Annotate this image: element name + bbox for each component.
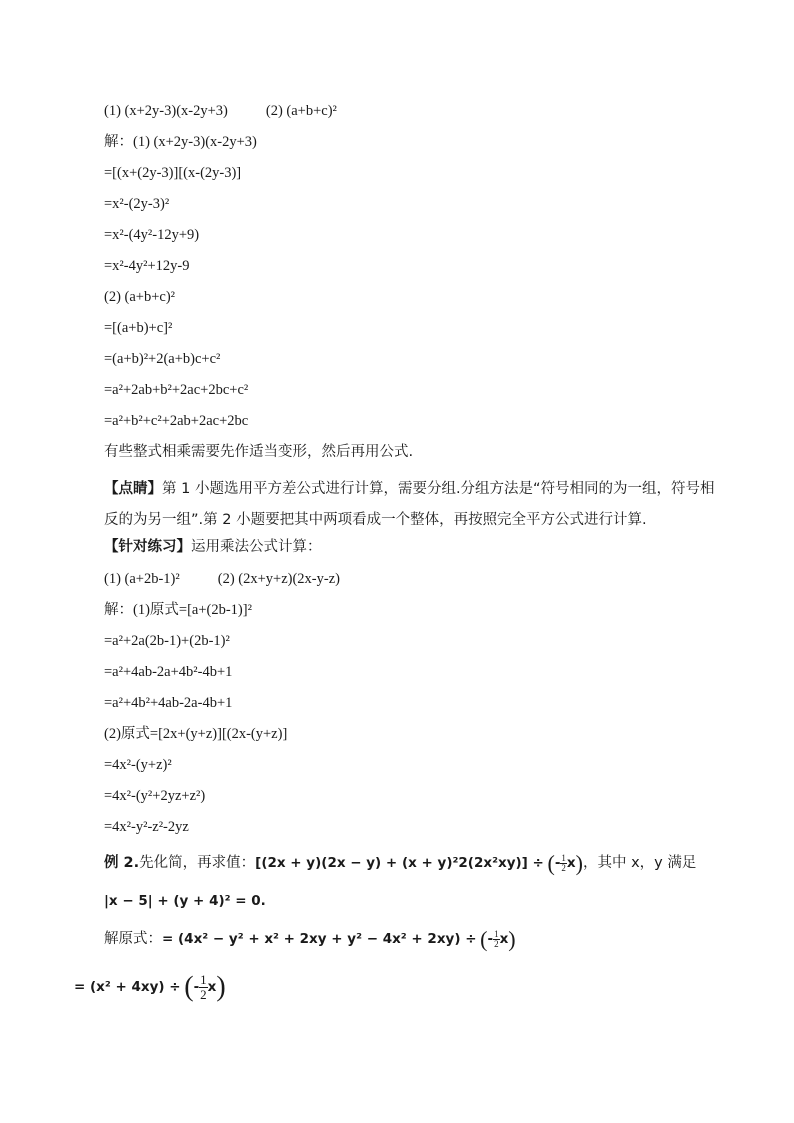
fraction xyxy=(199,973,208,1002)
fraction-denominator: 2 xyxy=(200,987,207,1003)
fraction-denominator: 2 xyxy=(561,863,566,874)
problem-2: (2) (a+b+c)² xyxy=(265,103,337,119)
solution-label: 解原式： xyxy=(104,931,162,947)
variable: x xyxy=(207,979,217,995)
problem-line xyxy=(104,101,337,121)
note-line: 有些整式相乘需要先作适当变形，然后再用公式. xyxy=(104,444,414,460)
step-line: =[(a+b)+c]² xyxy=(104,320,173,336)
step-line: (2) (a+b+c)² xyxy=(104,289,176,305)
variable: x xyxy=(566,855,576,871)
step-line: =[(x+(2y-3)][(x-(2y-3)] xyxy=(104,165,242,181)
solution-expression: = (4x² − y² + x² + 2xy + y² − 4x² + 2xy) ÷ xyxy=(162,931,477,947)
example-line: 例 2.先化简，再求值：[(2x + y)(2x − y) + (x + y)²2(2x²xy)] ÷ (- $\frac{1}{2}$ x)，其中 x，y 满足 xyxy=(104,850,697,876)
solution-expression-line: 解原式：= (4x² − y² + x² + 2xy + y² − 4x² + 2xy) ÷ (- $\frac{1}{2}$ x) xyxy=(104,926,516,952)
step-line: =a²+4ab-2a+4b²-4b+1 xyxy=(104,664,233,680)
step-line: =a²+2ab+b²+2ac+2bc+c² xyxy=(104,382,249,398)
minus-sign: - xyxy=(193,979,200,995)
solution-line: 解：(1)原式=[a+(2b-1)]² xyxy=(104,602,252,618)
step-line: =x²-(2y-3)² xyxy=(104,196,170,212)
step-line: =a²+b²+c²+2ab+2ac+2bc xyxy=(104,413,249,429)
step-line: =4x²-y²-z²-2yz xyxy=(104,819,189,835)
example-condition-text: ，其中 x，y 满足 xyxy=(582,855,697,871)
solution-line: 解：(1) (x+2y-3)(x-2y+3) xyxy=(104,134,257,150)
step-line: (2)原式=[2x+(y+z)][(2x-(y+z)] xyxy=(104,726,288,742)
practice-heading xyxy=(104,537,322,557)
tip-paragraph xyxy=(104,474,724,536)
step-line: =x²-4y²+12y-9 xyxy=(104,258,190,274)
practice-text: 运用乘法公式计算： xyxy=(191,539,322,555)
problem-1: (1) (x+2y-3)(x-2y+3) xyxy=(104,103,228,119)
fraction-numerator: 1 xyxy=(494,929,499,940)
result-line: = (x² + 4xy) ÷ (- $\frac{1}{2}$ x) xyxy=(74,971,226,1003)
minus-sign: - xyxy=(554,855,561,871)
example-label: 例 2. xyxy=(104,855,140,871)
tip-label: 【点睛】 xyxy=(104,481,162,497)
fraction-numerator: 1 xyxy=(561,853,566,864)
step-line: =(a+b)²+2(a+b)c+c² xyxy=(104,351,221,367)
fraction-denominator: 2 xyxy=(494,939,499,950)
step-line: =a²+2a(2b-1)+(2b-1)² xyxy=(104,633,230,649)
fraction-numerator: 1 xyxy=(200,972,207,988)
step-line: =x²-(4y²-12y+9) xyxy=(104,227,200,243)
practice-label: 【针对练习】 xyxy=(104,539,191,555)
practice-problem-1: (1) (a+2b-1)² xyxy=(104,571,180,587)
practice-problem-2: (2) (2x+y+z)(2x-y-z) xyxy=(217,571,340,587)
tip-text: 第 1 小题选用平方差公式进行计算，需要分组.分组方法是“符号相同的为一组，符号相反的为另一组”.第 2 小题要把其中两项看成一个整体，再按照完全平方公式进行计算. xyxy=(104,481,715,528)
step-line: =a²+4b²+4ab-2a-4b+1 xyxy=(104,695,233,711)
problem-line xyxy=(104,569,340,589)
result-expression: = (x² + 4xy) ÷ xyxy=(74,979,181,995)
example-text: 先化简，再求值： xyxy=(139,855,256,871)
step-line: =4x²-(y²+2yz+z²) xyxy=(104,788,206,804)
variable: x xyxy=(499,931,509,947)
step-line: =4x²-(y+z)² xyxy=(104,757,172,773)
minus-sign: - xyxy=(487,931,494,947)
condition-line: |x − 5| + (y + 4)² = 0. xyxy=(104,893,266,909)
example-expression: [(2x + y)(2x − y) + (x + y)²2(2x²xy)] ÷ xyxy=(255,855,544,871)
